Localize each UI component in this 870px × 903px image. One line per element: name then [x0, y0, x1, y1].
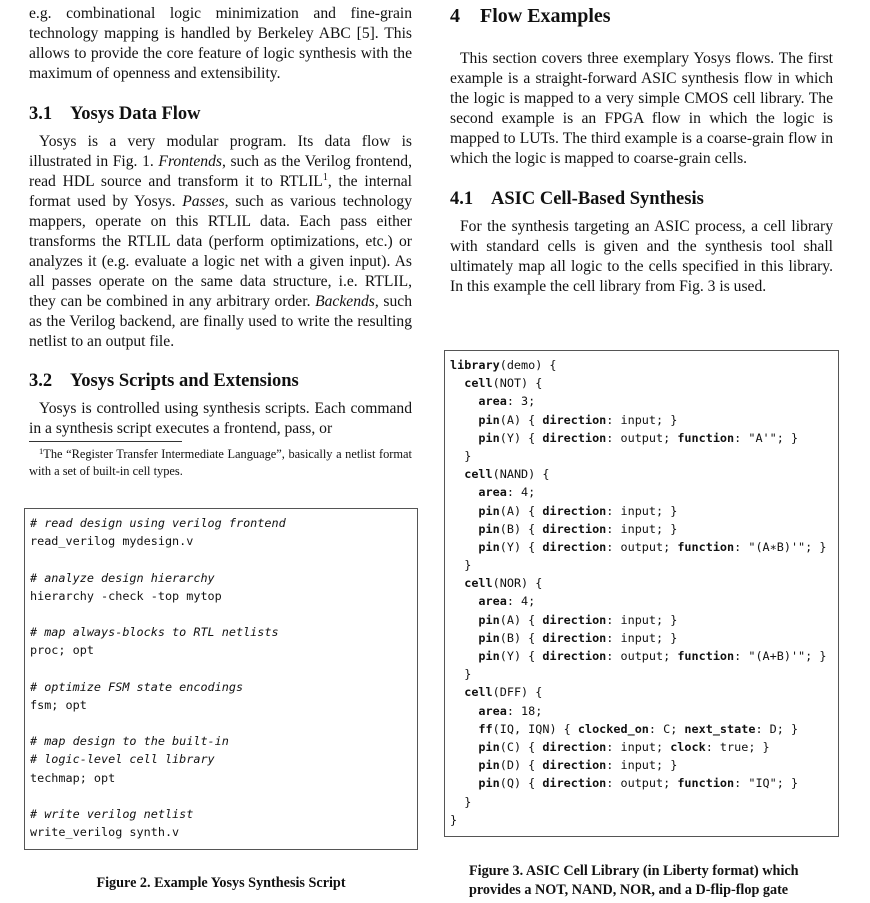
code-comment-line: # map design to the built-in	[30, 734, 229, 749]
code-text	[450, 413, 478, 427]
code-keyword: pin	[478, 430, 500, 445]
code-keyword: pin	[478, 539, 500, 554]
footnote	[29, 446, 412, 480]
liberty-code-line	[450, 683, 826, 701]
code-command-line: fsm; opt	[30, 697, 87, 712]
code-keyword: next_state	[684, 721, 756, 736]
code-text	[450, 740, 478, 754]
liberty-code-line	[450, 538, 826, 556]
section-4-paragraph: This section covers three exemplary Yosys flows. The first example is a straight-forward ASIC synthesis flow in which the logic is mapped to a very simple CMOS cell library. The second example is an FPGA flow in which the logic is mapped to LUTs. The third example is a coarse-grain flow in which the logic is mapped to coarse-grain cells.	[450, 50, 833, 167]
code-keyword: direction	[542, 776, 607, 791]
left-column	[29, 0, 412, 439]
code-text	[450, 522, 478, 536]
figure-2-caption: Figure 2. Example Yosys Synthesis Script	[96, 875, 346, 891]
code-text: : input; }	[606, 612, 678, 627]
code-text: : input; }	[606, 758, 678, 773]
code-keyword: direction	[542, 503, 607, 518]
liberty-code-line	[450, 574, 826, 592]
section-number: 4	[450, 5, 460, 27]
code-text: (Y) {	[499, 430, 543, 445]
liberty-code-line	[450, 483, 826, 501]
code-text: }	[450, 448, 472, 463]
code-text: (A) {	[499, 412, 543, 427]
code-text: (A) {	[499, 503, 543, 518]
code-text: : 4;	[506, 485, 536, 500]
figure-2-code-listing	[24, 508, 418, 850]
code-text: (NOR) {	[492, 576, 543, 591]
code-keyword: pin	[478, 521, 500, 536]
code-text: : true; }	[705, 739, 770, 754]
code-keyword: pin	[478, 649, 500, 663]
code-text	[450, 758, 478, 772]
liberty-code-line	[450, 465, 826, 483]
code-text: : output;	[606, 430, 678, 445]
code-blank-line	[30, 550, 286, 568]
code-text	[450, 504, 478, 518]
caption-line: provides a NOT, NAND, NOR, and a D-flip-flop gate	[469, 882, 789, 898]
code-keyword: function	[677, 539, 735, 554]
code-text	[450, 594, 478, 608]
code-text: : 3;	[506, 394, 536, 409]
code-keyword: pin	[478, 412, 500, 427]
section-4-1-paragraph: For the synthesis targeting an ASIC process, a cell library with standard cells is given and the synthesis tool shall ultimately map all logic to the cells specified in this library. In this example the cell library from Fig. 3 is used.	[450, 218, 833, 295]
liberty-code-line	[450, 793, 826, 811]
code-text: : input;	[606, 739, 671, 754]
code-text: : "IQ"; }	[734, 776, 799, 791]
liberty-code-line	[450, 702, 826, 720]
liberty-code-line	[450, 647, 826, 665]
text-run: , such as various technology mappers, operate on this RTLIL data. Each pass either transforms the RTLIL data (perform optimizations, etc.) or analyzes it (e.g. evaluate a logic net with a given input). As all passes operate on the same data structure, i.e. RTLIL, they can be combined in any arbitrary order.	[29, 193, 412, 310]
code-text	[450, 704, 478, 718]
code-command-line: hierarchy -check -top mytop	[30, 588, 222, 603]
liberty-code-line	[450, 392, 826, 410]
term-frontends: Frontends	[158, 153, 222, 170]
code-comment-line: # optimize FSM state encodings	[30, 679, 244, 694]
code-text: : 4;	[506, 594, 536, 609]
code-blank-line	[30, 787, 286, 805]
code-keyword: direction	[542, 539, 607, 554]
code-keyword: pin	[478, 630, 500, 645]
liberty-code-line	[450, 374, 826, 392]
liberty-code-line	[450, 356, 826, 374]
code-text	[450, 576, 464, 590]
section-number: 4.1	[450, 189, 474, 209]
code-text: (B) {	[499, 521, 543, 536]
code-keyword: pin	[478, 776, 500, 791]
code-blank-line	[30, 714, 286, 732]
code-text: : output;	[606, 776, 678, 791]
section-3-1-paragraph	[29, 132, 412, 352]
code-text: (NAND) {	[492, 467, 550, 482]
code-keyword: library	[450, 358, 500, 372]
section-heading-3-2	[29, 370, 412, 392]
code-comment-line: # logic-level cell library	[30, 752, 215, 767]
liberty-code-line	[450, 502, 826, 520]
code-keyword: function	[677, 430, 735, 445]
code-text: : "A'"; }	[734, 430, 799, 445]
intro-paragraph: e.g. combinational logic minimization and fine-grain technology mapping is handled by Berkeley ABC [5]. This allows to provide the core feature of logic synthesis with the maximum of openness and extensibility.	[29, 5, 412, 82]
code-text: : input; }	[606, 503, 678, 518]
code-keyword: direction	[542, 612, 607, 627]
code-text: (Y) {	[499, 649, 543, 663]
code-keyword: pin	[478, 503, 500, 518]
code-text: (A) {	[499, 612, 543, 627]
code-blank-line	[30, 605, 286, 623]
code-text	[450, 431, 478, 445]
code-keyword: area	[478, 485, 507, 500]
code-keyword: area	[478, 394, 507, 409]
section-number: 3.1	[29, 104, 53, 124]
code-keyword: cell	[464, 467, 493, 482]
code-comment-line: # write verilog netlist	[30, 807, 194, 821]
footnote-text: The “Register Transfer Intermediate Language”, basically a netlist format with a set of built-in cell types.	[29, 447, 412, 478]
section-3-2-paragraph: Yosys is controlled using synthesis scripts. Each command in a synthesis script executes a frontend, pass, or	[29, 400, 412, 437]
code-command-line: write_verilog synth.v	[30, 825, 180, 840]
code-text: }	[450, 558, 472, 573]
code-text: : input; }	[606, 521, 678, 536]
code-keyword: direction	[542, 430, 607, 445]
liberty-code-line	[450, 556, 826, 574]
liberty-code-line	[450, 738, 826, 756]
code-comment-line: # analyze design hierarchy	[30, 570, 215, 585]
code-text: (IQ, IQN) {	[492, 721, 578, 736]
liberty-code-line	[450, 611, 826, 629]
code-text: (Y) {	[499, 539, 543, 554]
code-text: : "(A+B)'"; }	[734, 649, 827, 663]
text-run: , such as the Verilog backend, are finally used to write the resulting netlist to an output file.	[29, 293, 412, 350]
code-keyword: cell	[464, 685, 493, 700]
section-title: Flow Examples	[480, 5, 611, 27]
code-text: }	[450, 794, 472, 809]
code-text	[450, 722, 478, 736]
code-keyword: direction	[542, 739, 607, 754]
code-keyword: direction	[542, 630, 607, 645]
liberty-code-line	[450, 756, 826, 774]
code-text: (B) {	[499, 630, 543, 645]
text-run: Yosys is a very modular program. Its data flow is illustrated in Fig. 1.	[29, 133, 412, 170]
liberty-code-line	[450, 811, 826, 829]
code-keyword: clock	[670, 739, 706, 754]
liberty-code-line	[450, 592, 826, 610]
code-text: : output;	[606, 539, 678, 554]
right-column	[450, 0, 833, 297]
code-keyword: clocked_on	[577, 721, 649, 736]
code-keyword: direction	[542, 412, 607, 427]
figure-3-caption	[469, 862, 849, 900]
section-heading-4	[450, 4, 833, 28]
code-keyword: direction	[542, 758, 607, 773]
section-heading-3-1	[29, 103, 412, 125]
liberty-code-line	[450, 411, 826, 429]
code-text: (D) {	[499, 758, 543, 773]
liberty-code-line	[450, 629, 826, 647]
caption-line: Figure 3. ASIC Cell Library (in Liberty format) which	[469, 863, 799, 879]
liberty-code-line	[450, 665, 826, 683]
code-keyword: pin	[478, 758, 500, 773]
section-title: ASIC Cell-Based Synthesis	[491, 189, 704, 209]
code-command-line: proc; opt	[30, 643, 94, 658]
code-text: (NOT) {	[492, 376, 543, 391]
section-title: Yosys Data Flow	[70, 104, 201, 124]
code-text	[450, 631, 478, 645]
code-keyword: cell	[464, 376, 493, 391]
code-text: }	[450, 667, 472, 682]
code-text: : output;	[606, 649, 678, 663]
code-text	[450, 685, 464, 699]
liberty-code-line	[450, 774, 826, 792]
code-text: (demo) {	[499, 358, 557, 372]
code-text: : 18;	[506, 703, 543, 718]
code-text	[450, 394, 478, 408]
code-text: }	[450, 812, 458, 827]
code-text: : input; }	[606, 630, 678, 645]
code-text: : input; }	[606, 412, 678, 427]
footnote-mark: 1	[39, 446, 44, 456]
section-title: Yosys Scripts and Extensions	[70, 371, 299, 391]
code-keyword: function	[677, 776, 735, 791]
code-keyword: ff	[478, 721, 493, 736]
code-text	[450, 649, 478, 663]
code-comment-line: # map always-blocks to RTL netlists	[30, 625, 279, 640]
code-comment-line: # read design using verilog frontend	[30, 516, 286, 530]
code-keyword: area	[478, 703, 507, 718]
code-text	[450, 485, 478, 499]
liberty-code-line	[450, 447, 826, 465]
code-text: : D; }	[755, 721, 799, 736]
code-keyword: pin	[478, 739, 500, 754]
text-run: , the internal format used by Yosys.	[29, 173, 412, 210]
term-passes: Passes	[182, 193, 225, 210]
code-text: (Q) {	[499, 776, 543, 791]
liberty-code-line	[450, 429, 826, 447]
code-command-line: techmap; opt	[30, 770, 116, 785]
code-keyword: function	[677, 649, 735, 663]
code-text: : "(A∗B)'"; }	[734, 539, 827, 554]
figure-3-code-listing	[444, 350, 839, 837]
code-keyword: cell	[464, 576, 493, 591]
text-run: , such as the Verilog frontend, read HDL source and transform it to RTLIL	[29, 153, 412, 190]
code-keyword: area	[478, 594, 507, 609]
liberty-code-line	[450, 520, 826, 538]
liberty-code-line	[450, 720, 826, 738]
code-text	[450, 776, 478, 790]
code-text	[450, 467, 464, 481]
code-text	[450, 613, 478, 627]
code-keyword: direction	[542, 521, 607, 536]
code-blank-line	[30, 660, 286, 678]
code-text: : C;	[648, 721, 685, 736]
code-text	[450, 540, 478, 554]
footnote-reference[interactable]: 1	[322, 172, 328, 183]
code-command-line: read_verilog mydesign.v	[30, 534, 194, 549]
code-text	[450, 376, 464, 390]
section-number: 3.2	[29, 371, 53, 391]
code-text: (C) {	[499, 739, 543, 754]
code-text: (DFF) {	[492, 685, 543, 700]
code-keyword: pin	[478, 612, 500, 627]
footnote-divider	[29, 441, 182, 442]
term-backends: Backends	[315, 293, 375, 310]
code-keyword: direction	[542, 649, 607, 663]
section-heading-4-1	[450, 188, 833, 210]
